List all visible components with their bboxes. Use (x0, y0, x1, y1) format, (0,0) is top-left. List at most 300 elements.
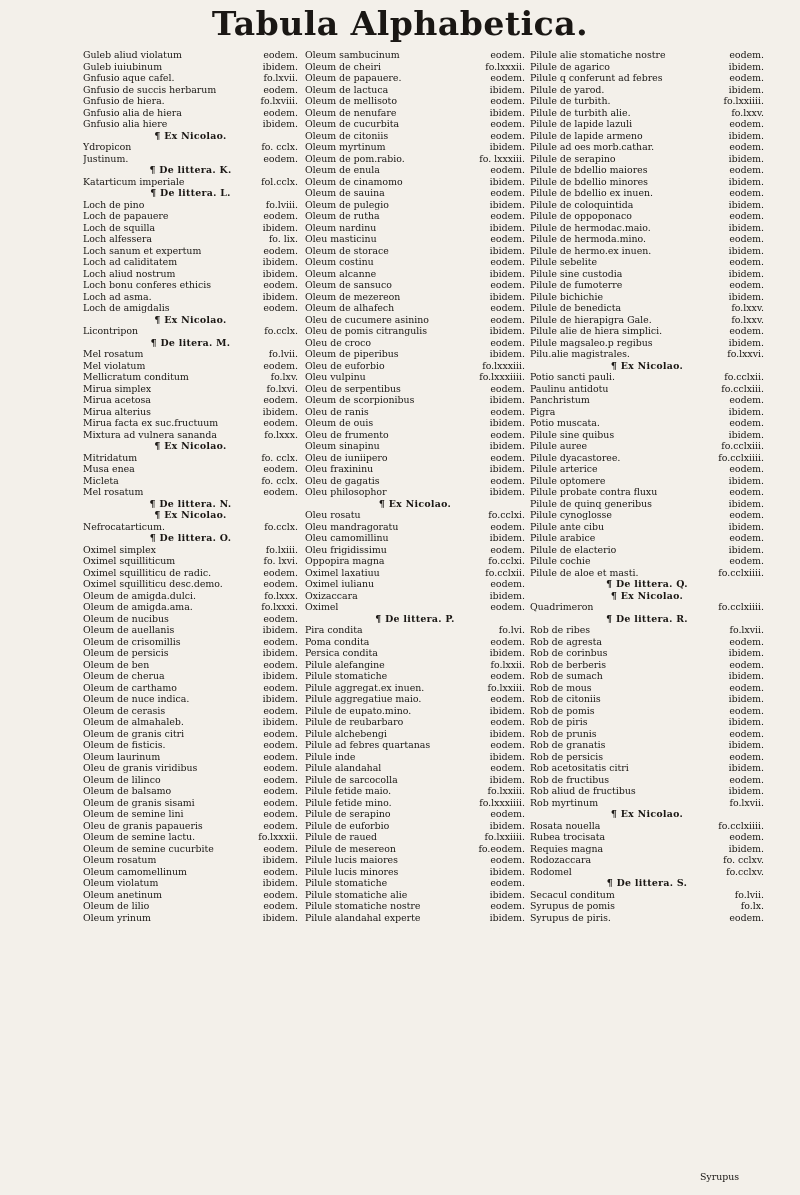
entry-reference: fo.lxxx. (264, 429, 298, 441)
entry-name: Oleum alcanne (305, 268, 377, 280)
index-entry (83, 142, 298, 154)
entry-name: Pilule de turbith alie. (530, 107, 631, 119)
entry-reference: fo.lviii. (265, 199, 298, 211)
index-entry (83, 487, 298, 499)
entry-name: Oleum de granis sisami (83, 797, 195, 809)
entry-reference: fo.lxxxii. (258, 832, 298, 843)
entry-reference: ibidem. (262, 694, 298, 705)
entry-reference: ibidem. (728, 786, 764, 797)
index-entry (530, 499, 764, 511)
entry-name: Pilule de hierapigra Gale. (530, 314, 652, 326)
section-heading (83, 131, 298, 143)
entry-name: Pilule ad oes morb.cathar. (530, 142, 655, 153)
entry-name: Pilule de lapide lazuli (530, 119, 633, 130)
entry-name: ¶ Ex Nicolao. (610, 360, 684, 372)
index-entry (305, 211, 525, 223)
entry-reference: eodem. (729, 487, 764, 498)
index-entry (305, 200, 525, 212)
section-heading (83, 510, 298, 522)
entry-name: Oleum de cinamomo (305, 176, 403, 188)
entry-name: Oximel squilliticum (83, 556, 176, 567)
entry-name: Oppopira magna (305, 556, 385, 567)
entry-name: Oleum de auellanis (83, 625, 175, 636)
entry-name: Potio muscata. (530, 418, 600, 429)
index-entry (305, 430, 525, 442)
entry-reference: eodem. (490, 303, 525, 314)
entry-reference: ibidem. (489, 222, 525, 234)
index-entry (305, 119, 525, 131)
entry-name: Pilule cochie (530, 556, 591, 567)
entry-name: Rosata nouella (530, 820, 601, 832)
entry-name: Pilule lucis minores (305, 866, 399, 878)
entry-reference: fo.lxvi. (266, 383, 298, 395)
index-entry (83, 579, 298, 591)
entry-name: ¶ Ex Nicolao. (378, 498, 452, 510)
index-entry (530, 568, 764, 580)
entry-name: Rob de granatis (530, 740, 606, 751)
entry-name: Pilule alandahal (305, 763, 382, 774)
index-entry (530, 73, 764, 85)
entry-reference: eodem. (490, 717, 525, 728)
index-entry (83, 648, 298, 660)
index-entry (305, 694, 525, 706)
entry-name: Rob de berberis (530, 659, 607, 671)
index-entry (305, 878, 525, 890)
entry-name: Pilule stomatiche nostre (305, 901, 421, 912)
index-entry (83, 591, 298, 603)
index-entry (530, 395, 764, 407)
entry-name: Oxizaccara (305, 590, 358, 602)
index-entry (83, 361, 298, 373)
entry-name: Pilule de hermodac.maio. (530, 222, 651, 234)
index-entry (305, 315, 525, 327)
entry-reference: eodem. (729, 50, 764, 61)
entry-reference: eodem. (263, 740, 298, 751)
entry-name: Oleum de nenufare (305, 107, 397, 119)
entry-reference: ibidem. (728, 498, 764, 510)
entry-reference: fo.lxxiiii. (723, 96, 764, 107)
index-entry (83, 614, 298, 626)
entry-name: Oleu de frumento (305, 429, 389, 441)
entry-reference: fo.lxv. (270, 372, 298, 383)
index-entry (305, 165, 525, 177)
index-entry (530, 660, 764, 672)
entry-name: Oleum de piperibus (305, 349, 399, 360)
entry-reference: eodem. (490, 337, 525, 349)
index-entry (83, 50, 298, 62)
entry-name: Oximel iulianu (305, 579, 375, 590)
entry-reference: ibidem. (262, 878, 298, 889)
index-entry (305, 556, 525, 568)
entry-name: Justinum. (83, 153, 129, 165)
index-entry (530, 407, 764, 419)
section-heading (530, 614, 764, 626)
entry-name: Gnfusio de succis herbarum (83, 84, 217, 96)
index-entry (83, 660, 298, 672)
entry-reference: eodem. (729, 912, 764, 924)
entry-name: Rodomel (530, 866, 572, 878)
entry-reference: eodem. (729, 636, 764, 648)
entry-name: Rob de corinbus (530, 648, 608, 659)
entry-reference: ibidem. (489, 107, 525, 119)
entry-reference: fo.lxxv. (731, 107, 764, 119)
entry-name: ¶ De littera. S. (606, 878, 688, 889)
entry-name: Musa enea (83, 464, 135, 475)
index-entry (305, 625, 525, 637)
entry-reference: eodem. (729, 705, 764, 717)
section-heading (83, 188, 298, 200)
entry-reference: eodem. (263, 751, 298, 763)
entry-reference: ibidem. (489, 418, 525, 429)
entry-reference: fo. lxxxiii. (479, 153, 525, 165)
entry-reference: eodem. (729, 234, 764, 245)
index-entry (530, 683, 764, 695)
index-entry (83, 177, 298, 189)
index-entry (530, 855, 764, 867)
entry-name: Oleu de euforbio (305, 360, 385, 372)
entry-name: Pilule de elacterio (530, 544, 617, 556)
entry-reference: eodem. (263, 245, 298, 257)
index-entry (530, 510, 764, 522)
entry-name: ¶ De littera. K. (149, 165, 232, 176)
index-entry (530, 96, 764, 108)
entry-reference: eodem. (263, 395, 298, 406)
entry-reference: fo.lxxxiiii. (479, 372, 525, 383)
index-entry (530, 154, 764, 166)
entry-name: Oleum de lilio (83, 901, 150, 912)
entry-name: Oleu de pomis citrangulis (305, 326, 428, 337)
entry-name: Oleu de cucumere asinino (305, 314, 429, 326)
index-entry (530, 188, 764, 200)
index-entry (305, 142, 525, 154)
entry-reference: ibidem. (728, 717, 764, 728)
entry-name: Pilule alandahal experte (305, 912, 421, 924)
index-entry (530, 257, 764, 269)
entry-name: Pilule sine custodia (530, 268, 623, 280)
entry-name: Oximel (305, 602, 339, 613)
entry-name: Pilule de sarcocolla (305, 774, 398, 786)
entry-reference: ibidem. (728, 153, 764, 165)
index-entry (83, 430, 298, 442)
entry-reference: fo.lxxxii. (485, 61, 525, 73)
entry-reference: fo.lvi. (498, 625, 525, 636)
entry-reference: eodem. (490, 855, 525, 866)
entry-reference: fo.cclxiiii. (718, 602, 764, 613)
entry-name: Gnfusio alia de hiera (83, 107, 182, 119)
entry-reference: ibidem. (728, 740, 764, 751)
index-entry (530, 303, 764, 315)
index-entry (530, 50, 764, 62)
entry-reference: ibidem. (728, 475, 764, 487)
index-entry (530, 786, 764, 798)
index-entry (305, 407, 525, 419)
entry-name: Oleu frigidissimu (305, 544, 387, 556)
index-entry (83, 464, 298, 476)
entry-name: Pilule arabice (530, 533, 596, 544)
entry-reference: eodem. (263, 763, 298, 774)
entry-name: Loch de pino (83, 199, 145, 211)
entry-name: Oleum de nucibus (83, 613, 169, 625)
entry-reference: eodem. (263, 866, 298, 878)
entry-name: Oleum sambucinum (305, 50, 400, 61)
entry-reference: ibidem. (262, 222, 298, 234)
index-entry (530, 246, 764, 258)
index-entry (530, 223, 764, 235)
index-entry (530, 211, 764, 223)
entry-reference: fo.cclxiii. (721, 441, 764, 452)
entry-reference: eodem. (263, 303, 298, 314)
entry-name: Rob acetositatis citri (530, 763, 629, 774)
entry-name: Oleum de granis citri (83, 728, 185, 740)
entry-name: Potio sancti pauli. (530, 372, 616, 383)
entry-name: Pilule stomatiche alie (305, 889, 408, 901)
entry-name: Oleum laurinum (83, 751, 161, 763)
entry-reference: ibidem. (728, 671, 764, 682)
entry-reference: fo.cclxiiii. (718, 820, 764, 832)
entry-name: ¶ De litera. M. (150, 337, 231, 349)
index-entry (83, 303, 298, 315)
entry-name: Oleum de almahaleb. (83, 717, 184, 728)
entry-name: Mel rosatum (83, 487, 144, 498)
entry-name: Pilule magsaleo.p regibus (530, 337, 653, 349)
index-entry (305, 671, 525, 683)
entry-reference: eodem. (490, 188, 525, 199)
entry-name: Oleu de gagatis (305, 475, 380, 487)
entry-name: Oleum myrtinum (305, 142, 386, 153)
entry-name: Loch ad caliditatem (83, 257, 178, 268)
index-entry (530, 453, 764, 465)
entry-name: Loch de amigdalis (83, 303, 170, 314)
entry-reference: eodem. (263, 579, 298, 590)
entry-name: Pilule de eupato.mino. (305, 705, 412, 717)
entry-reference: ibidem. (262, 268, 298, 280)
entry-reference: eodem. (263, 153, 298, 165)
entry-name: Panchristum (530, 395, 590, 406)
entry-name: Rob myrtinum (530, 797, 599, 809)
entry-name: Pilule optomere (530, 475, 606, 487)
entry-reference: ibidem. (489, 349, 525, 360)
index-entry (83, 706, 298, 718)
index-entry (530, 867, 764, 879)
entry-name: Oleum sinapinu (305, 441, 380, 452)
index-entry (305, 821, 525, 833)
entry-reference: ibidem. (489, 268, 525, 280)
entry-reference: ibidem. (728, 694, 764, 705)
entry-name: Rubea trocisata (530, 832, 606, 843)
entry-name: Oleum de balsamo (83, 786, 172, 797)
index-entry (530, 832, 764, 844)
entry-reference: fo.lvii. (734, 889, 764, 901)
index-entry (83, 625, 298, 637)
index-entry (305, 579, 525, 591)
index-entry (530, 729, 764, 741)
entry-reference: ibidem. (489, 820, 525, 832)
entry-reference: fo.lvii. (268, 349, 298, 360)
index-entry (530, 775, 764, 787)
entry-reference: fo.lxvii. (729, 797, 764, 809)
index-entry (83, 545, 298, 557)
entry-reference: fo.lxxv. (731, 314, 764, 326)
entry-reference: eodem. (490, 257, 525, 268)
entry-name: Oleu de ranis (305, 406, 369, 418)
entry-reference: eodem. (263, 774, 298, 786)
entry-reference: ibidem. (728, 521, 764, 533)
entry-name: Pilule dyacastoree. (530, 452, 621, 464)
index-entry (530, 292, 764, 304)
entry-reference: eodem. (263, 280, 298, 291)
entry-reference: eodem. (729, 280, 764, 291)
index-entry (305, 257, 525, 269)
entry-reference: eodem. (263, 360, 298, 372)
entry-name: Pilule de raued (305, 832, 378, 843)
entry-name: Oleum costinu (305, 257, 374, 268)
entry-name: Oximel laxatiuu (305, 567, 380, 579)
entry-reference: eodem. (729, 533, 764, 544)
entry-name: Oximel squilliticu de radic. (83, 567, 212, 579)
index-entry (83, 798, 298, 810)
entry-name: Oleum de pulegio (305, 199, 389, 211)
index-entry (83, 234, 298, 246)
index-entry (83, 683, 298, 695)
index-entry (83, 832, 298, 844)
section-heading (83, 315, 298, 327)
entry-reference: ibidem. (728, 406, 764, 418)
entry-name: Oleum de lilinco (83, 774, 161, 786)
index-entry (305, 188, 525, 200)
entry-reference: eodem. (490, 740, 525, 751)
index-entry (530, 234, 764, 246)
entry-name: Pilule alie stomatiche nostre (530, 50, 666, 61)
index-entry (305, 453, 525, 465)
entry-name: Requies magna (530, 843, 604, 855)
index-entry (83, 890, 298, 902)
catchword: Syrupus (700, 1172, 740, 1183)
index-entry (305, 303, 525, 315)
index-entry (305, 890, 525, 902)
entry-name: Pilule de serapino (530, 153, 616, 165)
entry-reference: eodem. (490, 579, 525, 590)
entry-reference: fo. cclx. (261, 142, 298, 153)
index-entry (305, 729, 525, 741)
entry-reference: eodem. (490, 901, 525, 912)
entry-name: Rob de pomis (530, 705, 595, 717)
entry-reference: ibidem. (489, 441, 525, 452)
entry-name: Oleu de serpentibus (305, 383, 401, 395)
index-entry (530, 372, 764, 384)
index-entry (83, 522, 298, 534)
entry-name: Oleum de sauina (305, 188, 385, 199)
index-entry (530, 556, 764, 568)
entry-reference: eodem. (729, 119, 764, 130)
index-entry (83, 154, 298, 166)
index-entry (305, 338, 525, 350)
entry-reference: ibidem. (489, 728, 525, 740)
entry-name: Oleum de cucurbita (305, 119, 400, 130)
entry-reference: fo.lxxxiii. (482, 360, 525, 372)
entry-name: Rob de sumach (530, 671, 603, 682)
index-entry (83, 200, 298, 212)
entry-name: Oleu vulpinu (305, 372, 366, 383)
index-entry (83, 694, 298, 706)
entry-name: Pilule de serapino (305, 809, 391, 820)
section-heading (530, 878, 764, 890)
entry-reference: eodem. (729, 659, 764, 671)
entry-reference: ibidem. (489, 84, 525, 96)
entry-reference: fo.cclxiiii. (718, 567, 764, 579)
entry-name: Guleb iuiubinum (83, 61, 163, 73)
entry-name: Pilule de coloquintida (530, 199, 634, 211)
entry-reference: ibidem. (489, 590, 525, 602)
entry-name: ¶ Ex Nicolao. (610, 590, 684, 602)
entry-name: Rob de fructibus (530, 774, 610, 786)
index-entry (305, 73, 525, 85)
index-entry (83, 867, 298, 879)
entry-name: ¶ De littera. N. (149, 498, 232, 510)
entry-reference: eodem. (263, 728, 298, 740)
entry-name: Rob de mous (530, 682, 592, 694)
entry-name: Oleum de enula (305, 165, 380, 176)
entry-name: Guleb aliud violatum (83, 50, 182, 61)
entry-name: Pilule de euforbio (305, 820, 390, 832)
entry-name: Oleum de mezereon (305, 291, 401, 303)
entry-name: Oleum de cherua (83, 671, 165, 682)
entry-name: Pilule de lapide armeno (530, 130, 643, 142)
entry-name: Mirua facta ex suc.fructuum (83, 418, 219, 429)
entry-reference: ibidem. (489, 487, 525, 498)
index-entry (305, 62, 525, 74)
entry-reference: fo.cclxii. (485, 567, 525, 579)
entry-name: Oleu de granis papaueris (83, 820, 203, 832)
index-entry (305, 50, 525, 62)
entry-reference: eodem. (263, 797, 298, 809)
entry-name: Pilule auree (530, 441, 588, 452)
index-entry (305, 361, 525, 373)
entry-reference: fol.cclx. (261, 176, 298, 188)
index-entry (305, 786, 525, 798)
entry-reference: eodem. (263, 682, 298, 694)
entry-name: Pilule lucis maiores (305, 855, 398, 866)
index-entry (305, 763, 525, 775)
entry-name: Oleum de cheiri (305, 61, 381, 73)
entry-reference: fo.cclx. (264, 521, 298, 533)
index-entry (305, 602, 525, 614)
index-entry (83, 476, 298, 488)
entry-reference: ibidem. (489, 866, 525, 878)
entry-reference: eodem. (490, 314, 525, 326)
entry-reference: eodem. (490, 809, 525, 820)
entry-name: Loch ad asma. (83, 291, 152, 303)
entry-name: ¶ De littera. L. (150, 188, 231, 199)
entry-reference: ibidem. (728, 763, 764, 774)
entry-reference: ibidem. (489, 176, 525, 188)
entry-name: Pilule de yarod. (530, 84, 605, 96)
index-entry (530, 844, 764, 856)
index-entry (530, 648, 764, 660)
entry-name: Pilule de mesereon (305, 843, 396, 855)
entry-reference: eodem. (263, 464, 298, 475)
entry-reference: eodem. (729, 211, 764, 222)
entry-reference: eodem. (490, 671, 525, 682)
entry-name: Oleum de ben (83, 659, 150, 671)
index-entry (530, 740, 764, 752)
entry-reference: eodem. (490, 406, 525, 418)
entry-reference: eodem. (263, 901, 298, 912)
index-entry (83, 73, 298, 85)
section-heading (530, 809, 764, 821)
index-entry (305, 775, 525, 787)
entry-reference: ibidem. (489, 889, 525, 901)
index-entry (83, 211, 298, 223)
